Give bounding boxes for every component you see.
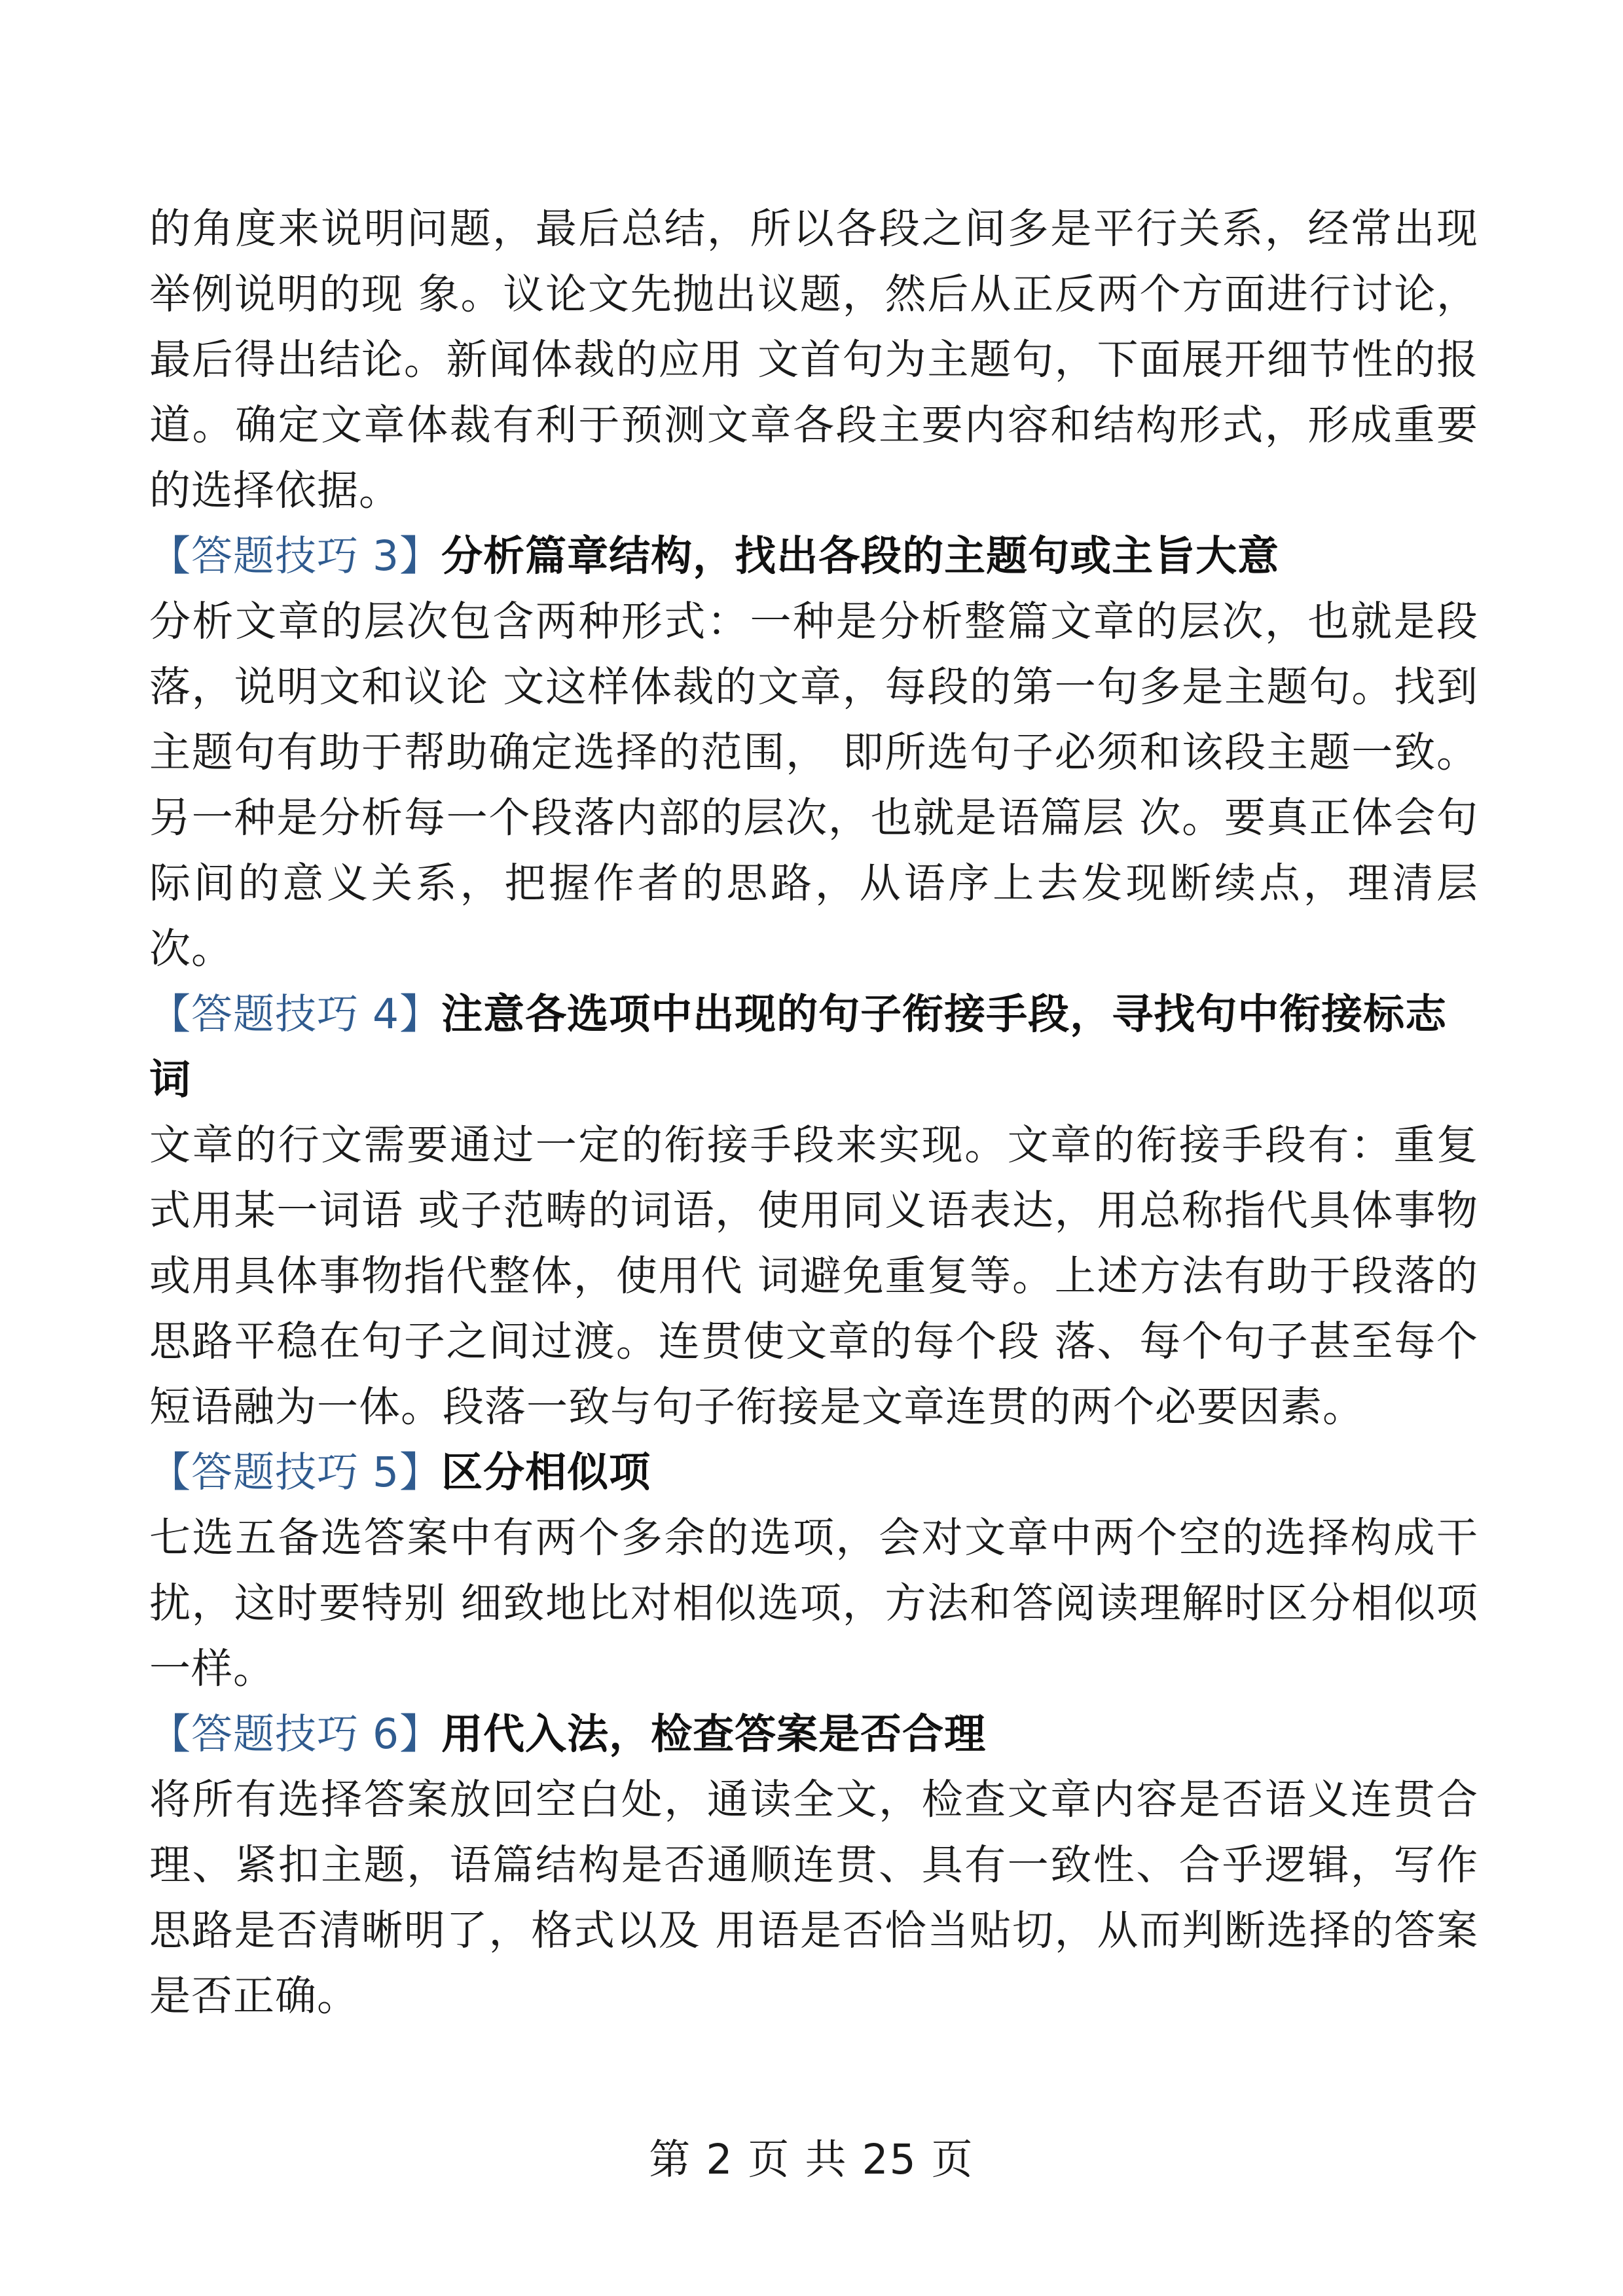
section-tip-3 [149,524,1478,982]
section-tag: 【答题技巧 4】 [149,990,442,1038]
section-title: 注意各选项中出现的句子衔接手段，寻找句中衔接标志词 [149,990,1448,1103]
section-title: 区分相似项 [441,1448,651,1496]
section-tag: 【答题技巧 5】 [149,1448,442,1496]
section-tip-5 [149,1440,1478,1702]
section-tag: 【答题技巧 3】 [149,532,442,580]
section-body: 分析文章的层次包含两种形式：一种是分析整篇文章的层次，也就是段落，说明文和议论 文这样体裁的文章，每段的第一句多是主题句。找到主题句有助于帮助确定选择的范围， 即所选句子必须和该段主题一致。另一种是分析每一个段落内部的层次，也就是语篇层 次。要真正体会句际间的意义关系，把握作者的思路，从语序上去发现断续点，理清层 次。 [149,598,1478,973]
document-page [149,196,1478,2029]
section-body: 文章的行文需要通过一定的衔接手段来实现。文章的衔接手段有：重复式用某一词语 或子范畴的词语，使用同义语表达，用总称指代具体事物或用具体事物指代整体，使用代 词避免重复等。上述方法有助于段落的思路平稳在句子之间过渡。连贯使文章的每个段 落、每个句子甚至每个短语融为一体。段落一致与句子衔接是文章连贯的两个必要因素。 [149,1121,1478,1431]
section-heading [149,1702,1478,1767]
intro-paragraph: 的角度来说明问题，最后总结，所以各段之间多是平行关系，经常出现举例说明的现 象。议论文先抛出议题，然后从正反两个方面进行讨论，最后得出结论。新闻体裁的应用 文首句为主题句，下面展开细节性的报道。确定文章体裁有利于预测文章各段主要内容和结构形式，形成重要的选择依据。 [149,205,1478,514]
page-number-footer: 第 2 页 共 25 页 [649,2136,974,2183]
section-tip-6 [149,1702,1478,2029]
section-tip-4 [149,982,1478,1440]
section-title: 用代入法，检查答案是否合理 [441,1710,987,1758]
section-body: 七选五备选答案中有两个多余的选项，会对文章中两个空的选择构成干扰，这时要特别 细致地比对相似选项，方法和答阅读理解时区分相似项一样。 [149,1514,1478,1693]
section-tag: 【答题技巧 6】 [149,1710,442,1758]
section-body: 将所有选择答案放回空白处，通读全文，检查文章内容是否语义连贯合理、紧扣主题，语篇结构是否通顺连贯、具有一致性、合乎逻辑，写作思路是否清晰明了，格式以及 用语是否恰当贴切，从而判断选择的答案是否正确。 [149,1776,1478,2020]
section-title: 分析篇章结构，找出各段的主题句或主旨大意 [441,532,1280,580]
section-heading [149,524,1478,589]
section-heading [149,982,1478,1113]
section-heading [149,1440,1478,1505]
